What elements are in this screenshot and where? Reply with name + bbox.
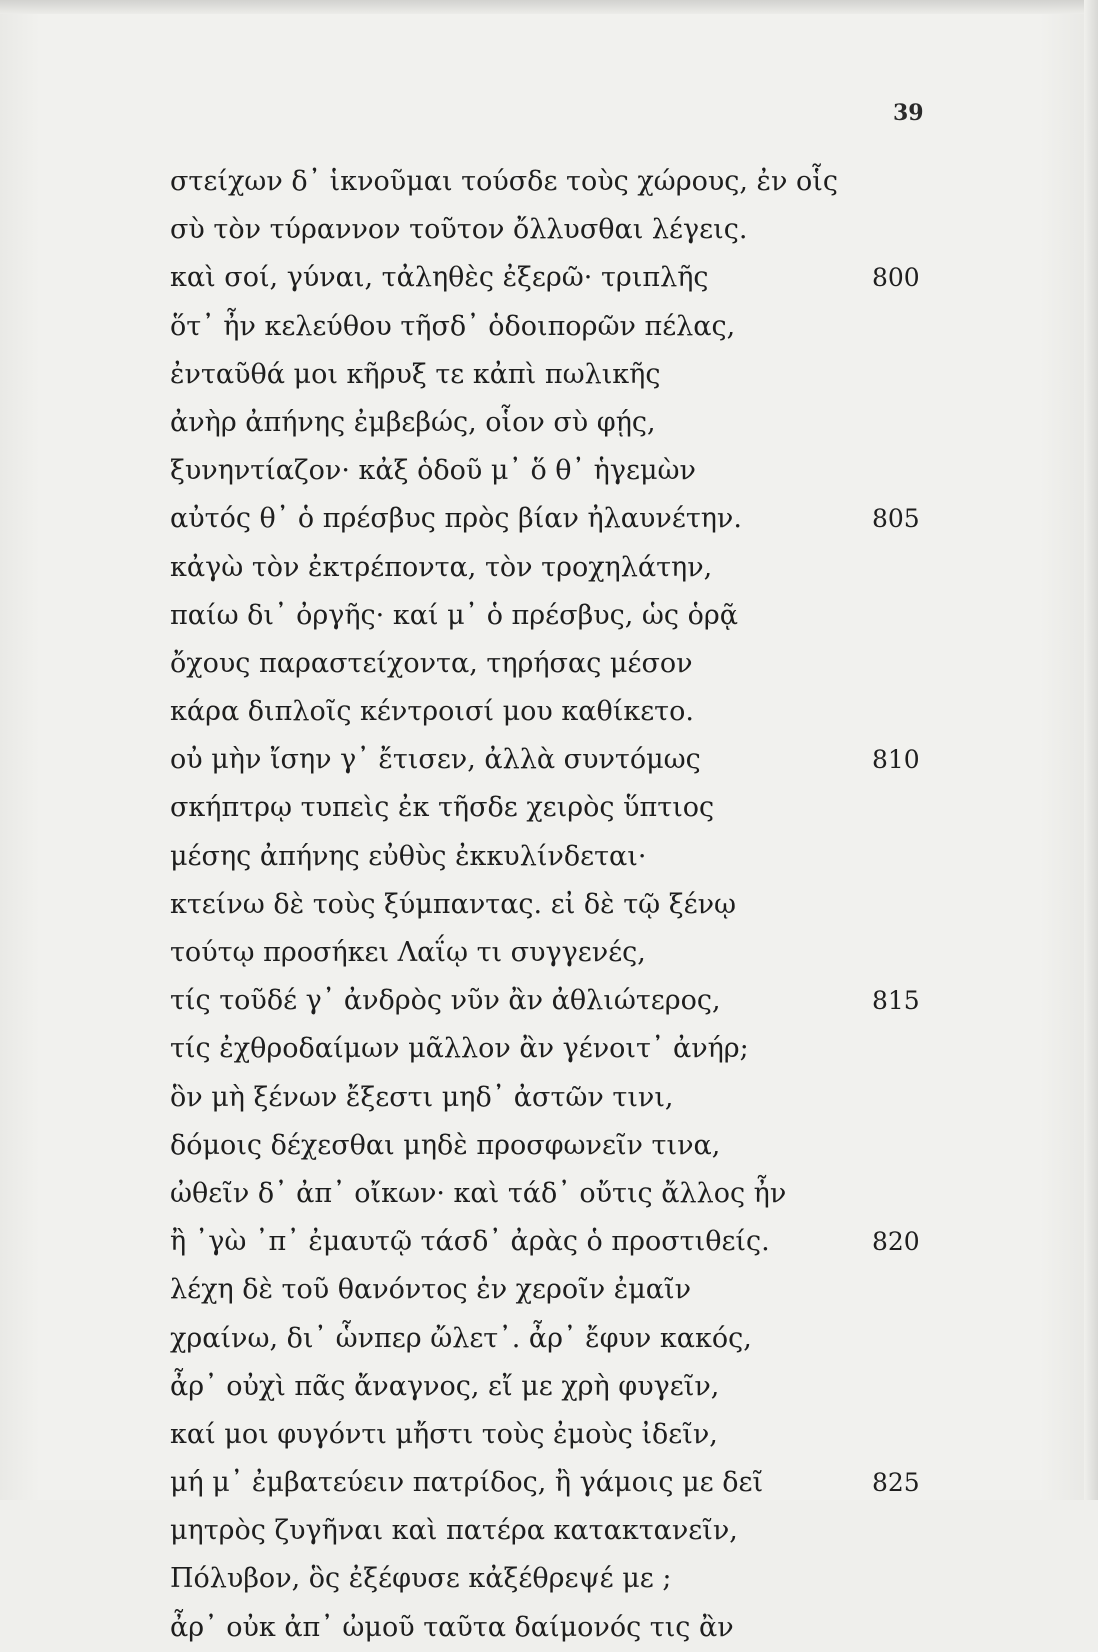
verse-line [170, 1363, 930, 1411]
page-right-edge [1084, 0, 1098, 1500]
verse-text: τίς τοῦδέ γ᾽ ἀνδρὸς νῦν ἂν ἀθλιώτερος, [170, 985, 721, 1017]
verse-text: μητρὸς ζυγῆναι καὶ πατέρα κατακτανεῖν, [170, 1515, 738, 1547]
verse-text: σὺ τὸν τύραννον τοῦτον ὄλλυσθαι λέγεις. [170, 214, 748, 246]
verse-line [170, 592, 930, 640]
verse-text: παίω δι᾽ ὀργῆς· καί μ᾽ ὁ πρέσβυς, ὡς ὁρᾷ [170, 599, 738, 631]
verse-line [170, 1025, 930, 1073]
verse-line [170, 1604, 930, 1652]
verse-text: ὃν μὴ ξένων ἔξεστι μηδ᾽ ἀστῶν τινι, [170, 1081, 674, 1113]
verse-line [170, 1555, 930, 1603]
line-number: 810 [872, 745, 920, 775]
verse-text: ἀνὴρ ἀπήνης ἐμβεβώς, οἷον σὺ φῄς, [170, 406, 656, 438]
verse-text: οὐ μὴν ἴσην γ᾽ ἔτισεν, ἀλλὰ συντόμως [170, 744, 701, 776]
line-number: 825 [872, 1468, 920, 1498]
verse-line [170, 881, 930, 929]
verse-line [170, 303, 930, 351]
verse-line [170, 1218, 930, 1266]
verse-text: ξυνηντίαζον· κἀξ ὁδοῦ μ᾽ ὅ θ᾽ ἡγεμὼν [170, 455, 696, 487]
verse-text: Πόλυβον, ὃς ἐξέφυσε κἀξέθρεψέ με ; [170, 1563, 672, 1595]
verse-line [170, 977, 930, 1025]
verse-line [170, 929, 930, 977]
verse-text: στείχων δ᾽ ἱκνοῦμαι τούσδε τοὺς χώρους, ἐν οἷς [170, 166, 838, 197]
verse-text: μέσης ἀπήνης εὐθὺς ἐκκυλίνδεται· [170, 840, 647, 872]
verse-line [170, 1122, 930, 1170]
verse-line [170, 206, 930, 254]
verse-line [170, 1507, 930, 1555]
verse-line [170, 1411, 930, 1459]
verse-text: ὠθεῖν δ᾽ ἀπ᾽ οἴκων· καὶ τάδ᾽ οὔτις ἄλλος ἦν [170, 1177, 787, 1209]
verse-text: ἆρ᾽ οὐκ ἀπ᾽ ὠμοῦ ταῦτα δαίμονός τις ἂν [170, 1611, 734, 1643]
verse-line [170, 736, 930, 784]
verse-text: ἐνταῦθά μοι κῆρυξ τε κἀπὶ πωλικῆς [170, 358, 661, 390]
verse-line [170, 1459, 930, 1507]
verse-text: κἀγὼ τὸν ἐκτρέποντα, τὸν τροχηλάτην, [170, 551, 713, 583]
verse-text: ὄχους παραστείχοντα, τηρήσας μέσον [170, 647, 693, 679]
verse-line [170, 1170, 930, 1218]
verse-line [170, 544, 930, 592]
verse-line [170, 1074, 930, 1122]
page-top-edge [0, 0, 1098, 14]
verse-text: ἆρ᾽ οὐχὶ πᾶς ἄναγνος, εἴ με χρὴ φυγεῖν, [170, 1370, 720, 1402]
verse-text: καί μοι φυγόντι μἤστι τοὺς ἐμοὺς ἰδεῖν, [170, 1418, 718, 1450]
verse-text: ἢ ᾽γὼ ᾽π᾽ ἐμαυτῷ τάσδ᾽ ἀρὰς ὁ προστιθείς. [170, 1226, 770, 1258]
line-number: 820 [872, 1227, 920, 1257]
verse-text: δόμοις δέχεσθαι μηδὲ προσφωνεῖν τινα, [170, 1129, 721, 1161]
verse-text: αὐτός θ᾽ ὁ πρέσβυς πρὸς βίαν ἠλαυνέτην. [170, 503, 742, 535]
verse-line [170, 1266, 930, 1314]
verse-text: τίς ἐχθροδαίμων μᾶλλον ἂν γένοιτ᾽ ἀνήρ; [170, 1033, 749, 1065]
verse-text: χραίνω, δι᾽ ὧνπερ ὤλετ᾽. ἆρ᾽ ἔφυν κακός, [170, 1322, 752, 1354]
verse-text: λέχη δὲ τοῦ θανόντος ἐν χεροῖν ἐμαῖν [170, 1274, 692, 1306]
verse-line [170, 784, 930, 832]
verse-text: ὅτ᾽ ἦν κελεύθου τῆσδ᾽ ὁδοιπορῶν πέλας, [170, 310, 736, 342]
verse-line [170, 688, 930, 736]
verse-block [170, 158, 930, 1652]
line-number: 805 [872, 504, 920, 534]
verse-line [170, 447, 930, 495]
verse-line [170, 640, 930, 688]
verse-line [170, 833, 930, 881]
verse-line [170, 158, 930, 206]
verse-text: τούτῳ προσήκει Λαΐῳ τι συγγενές, [170, 937, 646, 968]
verse-text: κάρα διπλοῖς κέντροισί μου καθίκετο. [170, 696, 694, 728]
page-number: 39 [893, 100, 924, 126]
verse-text: καὶ σοί, γύναι, τἀληθὲς ἐξερῶ· τριπλῆς [170, 262, 709, 294]
line-number: 800 [872, 263, 920, 293]
verse-text: μή μ᾽ ἐμβατεύειν πατρίδος, ἢ γάμοις με δεῖ [170, 1467, 764, 1499]
verse-line [170, 399, 930, 447]
verse-text: κτείνω δὲ τοὺς ξύμπαντας. εἰ δὲ τῷ ξένῳ [170, 888, 737, 920]
verse-text: σκήπτρῳ τυπεὶς ἐκ τῆσδε χειρὸς ὕπτιος [170, 792, 715, 824]
verse-line [170, 495, 930, 543]
verse-line [170, 254, 930, 302]
verse-line [170, 351, 930, 399]
line-number: 815 [872, 986, 920, 1016]
verse-line [170, 1315, 930, 1363]
